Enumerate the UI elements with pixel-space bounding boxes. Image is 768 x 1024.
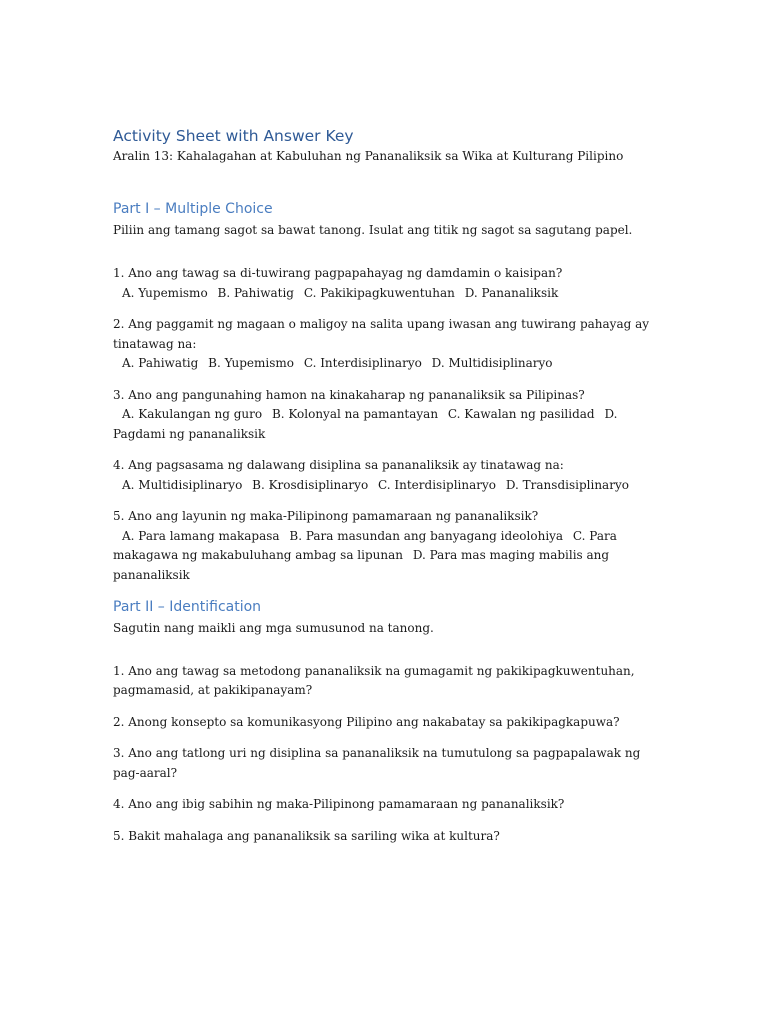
- option-a: A. Para lamang makapasa: [122, 528, 280, 543]
- option-c: C. Interdisiplinaryo: [378, 477, 497, 492]
- id-question-4: 4. Ano ang ibig sabihin ng maka-Pilipinong pamamaraan ng pananaliksik?: [113, 797, 565, 811]
- document-title: Activity Sheet with Answer Key: [113, 127, 354, 145]
- option-d: D. Pananaliksik: [464, 285, 559, 300]
- part2-heading: Part II – Identification: [113, 599, 262, 615]
- mc-question-1: [113, 264, 653, 303]
- document-subtitle: Aralin 13: Kahalagahan at Kabuluhan ng Pananaliksik sa Wika at Kulturang Pilipino: [113, 149, 624, 163]
- id-question-1: 1. Ano ang tawag sa metodong pananaliksik na gumagamit ng pakikipagkuwentuhan, pagmamasid, at pakikipanayam?: [113, 663, 635, 697]
- id-question-2: 2. Anong konsepto sa komunikasyong Pilipino ang nakabatay sa pakikipagkapuwa?: [113, 714, 620, 729]
- option-a: A. Kakulangan ng guro: [122, 407, 263, 421]
- question-text: 3. Ano ang pangunahing hamon na kinakaharap ng pananaliksik sa Pilipinas?: [113, 387, 585, 402]
- option-c: C. Kawalan ng pasilidad: [447, 407, 595, 421]
- id-question-5: 5. Bakit mahalaga ang pananaliksik sa sariling wika at kultura?: [113, 828, 500, 843]
- part1-instructions: Piliin ang tamang sagot sa bawat tanong. Isulat ang titik ng sagot sa sagutang papel.: [113, 222, 633, 237]
- option-b: B. Kolonyal na pamantayan: [271, 407, 439, 421]
- question-options: [113, 356, 553, 370]
- question-text: 5. Ano ang layunin ng maka-Pilipinong pamamaraan ng pananaliksik?: [113, 509, 539, 523]
- document-page: [113, 126, 653, 846]
- option-b: B. Pahiwatig: [217, 285, 294, 300]
- multiple-choice-list: [113, 264, 653, 585]
- option-b: B. Krosdisiplinaryo: [252, 477, 369, 492]
- id-question-3: 3. Ano ang tatlong uri ng disiplina sa pananaliksik na tumutulong sa pagpapalawak ng pag-aaral?: [113, 746, 641, 780]
- mc-question-4: [113, 456, 653, 495]
- part1-section: [113, 199, 653, 586]
- option-b: B. Para masundan ang banyagang ideolohiya: [289, 528, 564, 543]
- part2-instructions: Sagutin nang maikli ang mga sumusunod na tanong.: [113, 621, 434, 635]
- mc-question-2: [113, 315, 653, 374]
- question-options: [113, 529, 617, 582]
- option-c: C. Para makagawa ng makabuluhang ambag sa lipunan: [113, 528, 617, 562]
- identification-list: [113, 662, 653, 847]
- option-d: D. Pagdami ng pananaliksik: [113, 407, 618, 441]
- mc-question-5: [113, 507, 653, 585]
- question-text: 4. Ang pagsasama ng dalawang disiplina sa pananaliksik ay tinatawag na:: [113, 458, 564, 472]
- option-d: D. Para mas maging mabilis ang pananaliksik: [113, 548, 610, 582]
- option-c: C. Interdisiplinaryo: [303, 356, 422, 370]
- option-d: D. Transdisiplinaryo: [505, 477, 629, 492]
- question-text: 2. Ang paggamit ng magaan o maligoy na salita upang iwasan ang tuwirang pahayag ay tinatawag na:: [113, 317, 650, 351]
- option-d: D. Multidisiplinaryo: [431, 356, 553, 370]
- option-b: B. Yupemismo: [208, 356, 294, 370]
- option-a: A. Yupemismo: [122, 285, 208, 300]
- option-c: C. Pakikipagkuwentuhan: [303, 285, 455, 300]
- question-text: 1. Ano ang tawag sa di-tuwirang pagpapahayag ng damdamin o kaisipan?: [113, 266, 563, 280]
- question-options: [113, 407, 617, 441]
- option-a: A. Multidisiplinaryo: [122, 477, 243, 492]
- option-a: A. Pahiwatig: [122, 356, 199, 370]
- part2-section: [113, 597, 653, 846]
- question-options: [113, 286, 558, 300]
- part1-heading: Part I – Multiple Choice: [113, 200, 273, 217]
- mc-question-3: [113, 386, 653, 445]
- question-options: [113, 478, 629, 492]
